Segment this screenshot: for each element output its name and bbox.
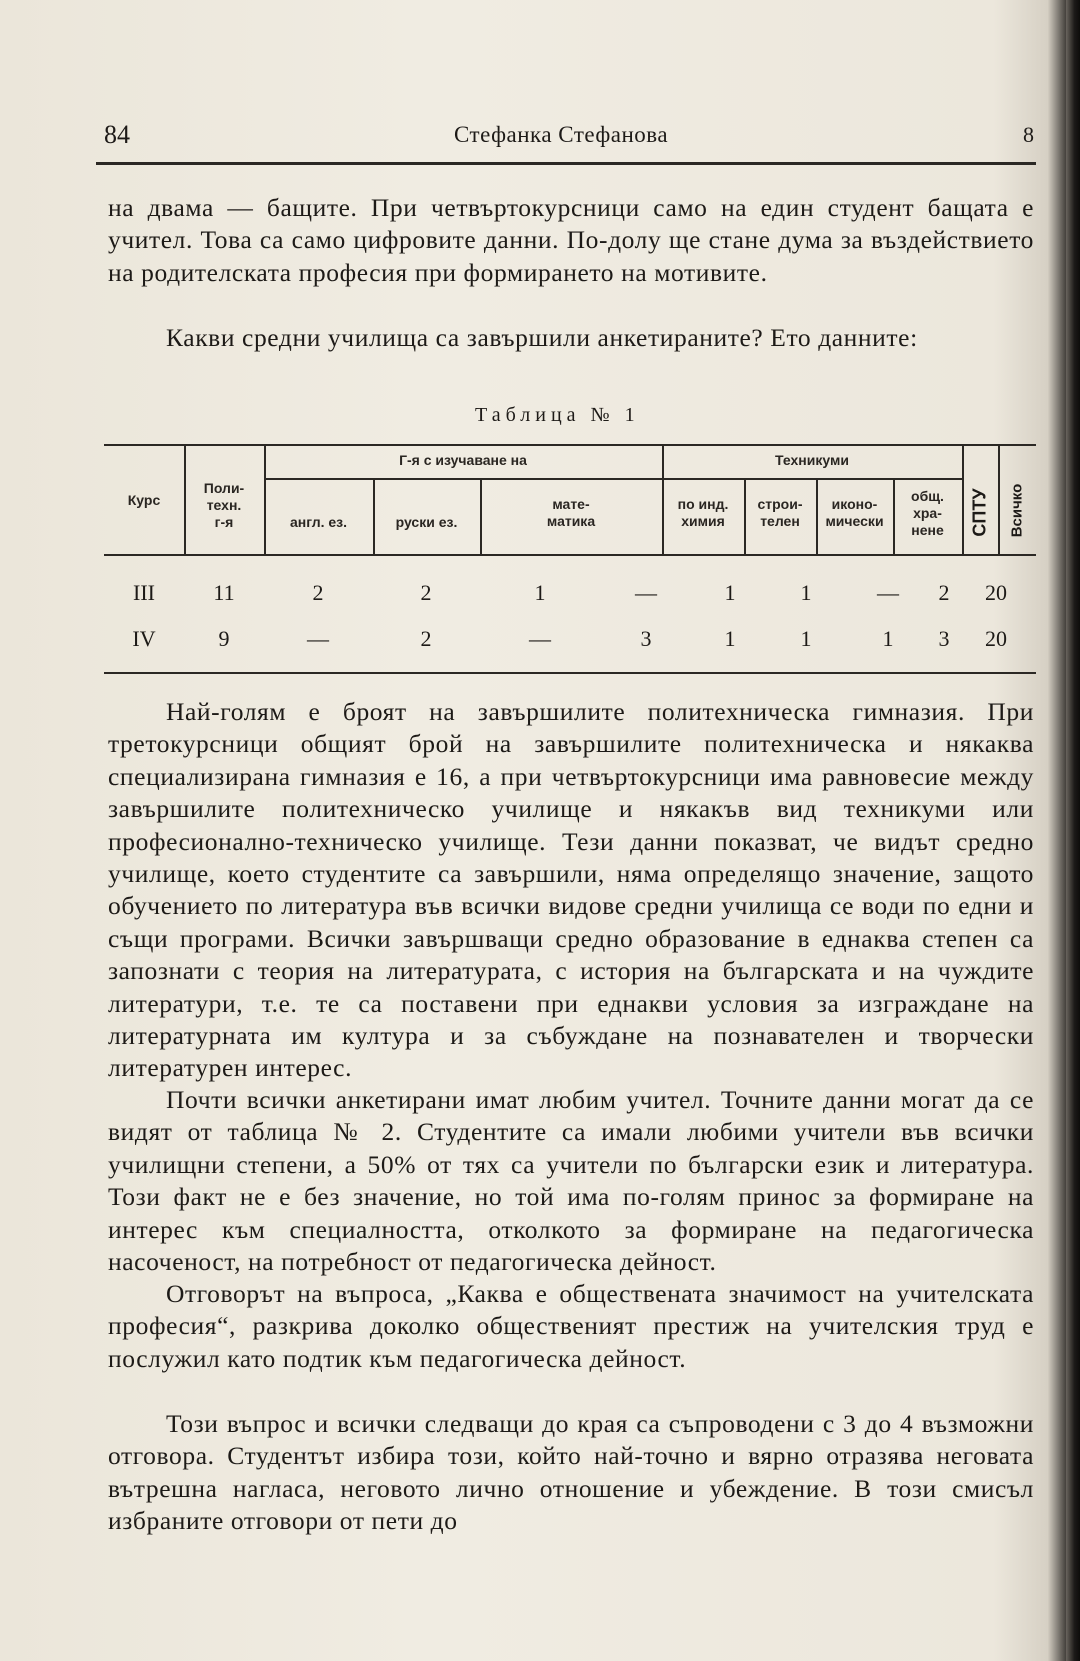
row1-angl: 2 bbox=[312, 580, 324, 605]
paragraph-main-2: Почти всички анкетирани имат любим учител. Точните данни могат да се видят от таблица № 2. Студентите са имали любими учители във всички училищни степени, а 50% от тях са учители по български език и литература. Този факт не е без значение, но той има по-голям принос за формиране на интерес към специалността, отколкото за формиране на педагогическа насоченост, на потребност от педагогическа дейност. bbox=[108, 1085, 1034, 1277]
header-himia: по инд. химия bbox=[677, 496, 729, 529]
row2-ruski: 2 bbox=[420, 626, 432, 651]
header-politehn: Поли- техн. г-я bbox=[203, 480, 245, 530]
row1-stroitelen: 1 bbox=[724, 580, 736, 605]
paragraph-main-3: Отговорът на въпроса, „Каква е обществената значимост на учителската професия“, разкрива доколко общественият престиж на учителския труд е послужил като подтик към педагогическа дейност. bbox=[108, 1279, 1034, 1373]
row2-obsht: 1 bbox=[882, 626, 894, 651]
row2-sptu: 3 bbox=[938, 626, 950, 651]
header-sptu: СПТУ bbox=[969, 488, 990, 537]
header-vsichko: Всичко bbox=[1008, 483, 1026, 538]
header-angl: англ. ез. bbox=[289, 514, 348, 530]
row2-politehn: 9 bbox=[218, 626, 230, 651]
row2-angl: — bbox=[307, 626, 329, 651]
header-rule bbox=[96, 162, 1036, 165]
paragraph-intro-table: Какви средни училища са завършили анкетираните? Ето данните: bbox=[166, 323, 918, 352]
row1-himia: — bbox=[635, 580, 657, 605]
paragraph-main-1: Най-голям е броят на завършилите политехническа гимназия. При третокурсници общият брой на завършилите политехническа и някаква специализирана гимназия е 16, а при четвъртокурсници има равновесие между завършилите политехническо училище и някакъв вид техникуми или професионално-техническо училище. Тези данни показват, че видът средно училище, което студентите са завършили, няма определящо значение, защото обучението по литература във всички видове средни училища се води по едни и същи програми. Всички завършващи средно образование в еднаква степен са запознати с теория на литературата, с история на българската и на чуждите литератури, т.е. те са поставени при еднакви условия за изграждане на литературната им култура и за събуждане на познавателен и творчески литературен интерес. bbox=[108, 697, 1034, 1083]
table-title: Таблица № 1 bbox=[475, 404, 640, 426]
header-group-gimnazia: Г-я с изучаване на bbox=[399, 452, 527, 468]
row2-himia: 3 bbox=[640, 626, 652, 651]
row2-stroitelen: 1 bbox=[724, 626, 736, 651]
running-head: Стефанка Стефанова bbox=[454, 122, 669, 147]
row1-ikonomicheski: 1 bbox=[800, 580, 812, 605]
header-matematika: мате- матика bbox=[546, 496, 596, 529]
header-group-tehnikumi: Техникуми bbox=[775, 452, 849, 468]
row1-ruski: 2 bbox=[420, 580, 432, 605]
row1-politehn: 11 bbox=[213, 580, 235, 605]
row2-ikonomicheski: 1 bbox=[800, 626, 812, 651]
row2-matematika: — bbox=[529, 626, 551, 651]
header-obsht-hranene: общ. хра- нене bbox=[911, 488, 944, 538]
header-ikonomicheski: иконо- мически bbox=[825, 496, 884, 529]
header-stroitelen: строи- телен bbox=[757, 496, 803, 529]
page-header bbox=[104, 120, 1034, 156]
page-number: 84 bbox=[104, 120, 130, 149]
book-spine-shadow bbox=[1066, 0, 1080, 1661]
header-ruski: руски ез. bbox=[395, 514, 458, 530]
row1-matematika: 1 bbox=[534, 580, 546, 605]
paragraph-continuation: на двама — бащите. При четвъртокурсници само на един студент бащата е учител. Това са само цифровите данни. По-долу ще стане дума за въздействието на родителската професия при формирането на мотивите. bbox=[108, 193, 1034, 287]
row1-vsichko: 20 bbox=[985, 580, 1007, 605]
row1-sptu: 2 bbox=[938, 580, 950, 605]
row2-kurs: IV bbox=[132, 626, 156, 651]
row2-vsichko: 20 bbox=[985, 626, 1007, 651]
paragraph-main-4: Този въпрос и всички следващи до края са съпроводени с 3 до 4 възможни отговора. Студентът избира този, който най-точно и вярно отразява неговата вътрешна нагласа, неговото лично отношение и убеждение. В този смисъл избраните отговори от пети до bbox=[108, 1409, 1034, 1536]
header-kurs: Курс bbox=[127, 492, 161, 508]
data-table bbox=[104, 440, 1036, 676]
corner-mark: 8 bbox=[1023, 122, 1034, 147]
row1-kurs: III bbox=[133, 580, 155, 605]
row1-obsht: — bbox=[877, 580, 899, 605]
